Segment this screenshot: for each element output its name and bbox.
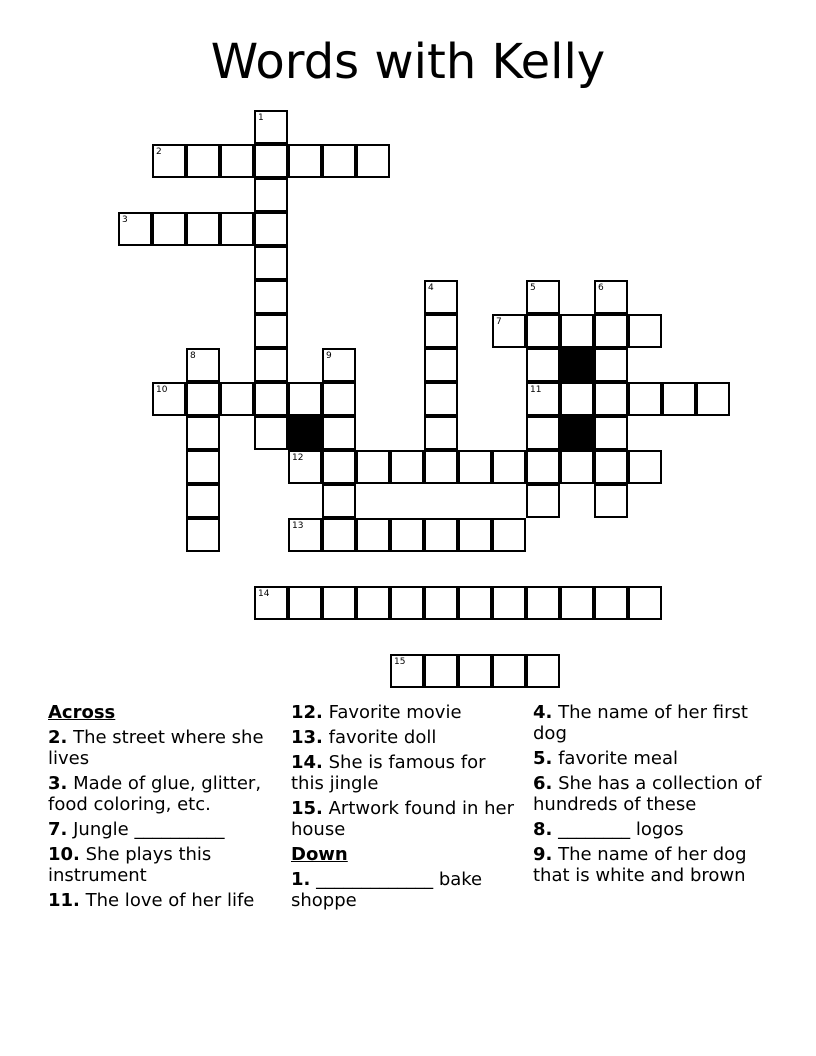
clue-down-1: [291, 869, 516, 911]
across-heading: Across: [48, 702, 116, 723]
grid-cell[interactable]: [526, 586, 560, 620]
grid-cell[interactable]: [288, 144, 322, 178]
clue-down-6: [533, 773, 773, 815]
grid-cell[interactable]: [220, 212, 254, 246]
grid-cell[interactable]: [186, 518, 220, 552]
clue-number: 14.: [291, 752, 323, 773]
page-title: Words with Kelly: [210, 34, 606, 90]
grid-cell[interactable]: [390, 450, 424, 484]
grid-cell[interactable]: [594, 280, 628, 314]
grid-cell[interactable]: [492, 314, 526, 348]
grid-cell[interactable]: [322, 416, 356, 450]
grid-cell[interactable]: [322, 348, 356, 382]
black-cell: [560, 416, 594, 450]
grid-cell[interactable]: [186, 416, 220, 450]
clue-number: 13.: [291, 727, 323, 748]
grid-cell[interactable]: [254, 280, 288, 314]
clue-number: 10.: [48, 844, 80, 865]
clue-text: Made of glue, glitter, food coloring, etc.: [48, 773, 262, 815]
grid-cell[interactable]: [424, 450, 458, 484]
clue-text: _____________ bake shoppe: [291, 869, 483, 911]
clue-number-label: 3: [122, 215, 128, 225]
grid-cell[interactable]: [322, 586, 356, 620]
grid-cell[interactable]: [526, 314, 560, 348]
black-cell: [288, 416, 322, 450]
clue-text: She plays this instrument: [48, 844, 212, 886]
grid-cell[interactable]: [424, 348, 458, 382]
clue-text: The love of her life: [79, 890, 255, 911]
clue-text: The street where she lives: [48, 727, 264, 769]
grid-cell[interactable]: [526, 382, 560, 416]
black-cell: [560, 348, 594, 382]
grid-cell[interactable]: [356, 450, 390, 484]
clue-across-10: [48, 844, 273, 886]
grid-cell[interactable]: [458, 518, 492, 552]
grid-cell[interactable]: [594, 416, 628, 450]
grid-cell[interactable]: [492, 450, 526, 484]
grid-cell[interactable]: [424, 518, 458, 552]
grid-cell[interactable]: [424, 382, 458, 416]
down-heading: Down: [291, 844, 348, 865]
grid-cell[interactable]: [288, 450, 322, 484]
clue-number: 8.: [533, 819, 553, 840]
grid-cell[interactable]: [560, 314, 594, 348]
clue-number: 15.: [291, 798, 323, 819]
grid-cell[interactable]: [390, 586, 424, 620]
grid-cell[interactable]: [254, 212, 288, 246]
clue-number-label: 15: [394, 657, 406, 667]
clue-number: 3.: [48, 773, 68, 794]
clue-number-label: 5: [530, 283, 536, 293]
clue-number-label: 10: [156, 385, 168, 395]
grid-cell[interactable]: [526, 416, 560, 450]
grid-cell[interactable]: [458, 586, 492, 620]
grid-cell[interactable]: [594, 450, 628, 484]
grid-cell[interactable]: [152, 212, 186, 246]
clue-number-label: 13: [292, 521, 304, 531]
clue-across-11: [48, 890, 273, 911]
clue-text: She has a collection of hundreds of these: [533, 773, 762, 815]
clue-text: Jungle __________: [67, 819, 225, 840]
grid-cell[interactable]: [254, 178, 288, 212]
grid-cell[interactable]: [424, 280, 458, 314]
clue-number: 11.: [48, 890, 80, 911]
clue-number-label: 12: [292, 453, 304, 463]
grid-cell[interactable]: [220, 144, 254, 178]
grid-cell[interactable]: [186, 382, 220, 416]
grid-cell[interactable]: [594, 314, 628, 348]
grid-cell[interactable]: [356, 518, 390, 552]
clue-number: 12.: [291, 702, 323, 723]
clue-number: 7.: [48, 819, 68, 840]
clue-number-label: 1: [258, 113, 264, 123]
clue-across-3: [48, 773, 273, 815]
grid-cell[interactable]: [254, 246, 288, 280]
grid-cell[interactable]: [322, 518, 356, 552]
grid-cell[interactable]: [390, 518, 424, 552]
clue-number-label: 9: [326, 351, 332, 361]
clue-across-15: [291, 798, 516, 840]
grid-cell[interactable]: [594, 484, 628, 518]
clue-across-13: [291, 727, 516, 748]
grid-cell[interactable]: [152, 382, 186, 416]
grid-cell[interactable]: [356, 144, 390, 178]
clue-down-4: [533, 702, 773, 744]
clue-number: 4.: [533, 702, 553, 723]
grid-cell[interactable]: [628, 450, 662, 484]
clue-text: She is famous for this jingle: [291, 752, 486, 794]
grid-cell[interactable]: [186, 212, 220, 246]
clue-across-12: [291, 702, 516, 723]
clues-column-1: [48, 702, 273, 915]
grid-cell[interactable]: [118, 212, 152, 246]
grid-cell[interactable]: [254, 110, 288, 144]
grid-cell[interactable]: [594, 348, 628, 382]
grid-cell[interactable]: [628, 314, 662, 348]
grid-cell[interactable]: [356, 586, 390, 620]
clue-number-label: 11: [530, 385, 542, 395]
grid-cell[interactable]: [492, 518, 526, 552]
grid-cell[interactable]: [254, 144, 288, 178]
grid-cell[interactable]: [560, 382, 594, 416]
clue-text: Favorite movie: [322, 702, 462, 723]
grid-cell[interactable]: [322, 382, 356, 416]
clues-column-3: [533, 702, 773, 890]
grid-cell[interactable]: [152, 144, 186, 178]
grid-cell[interactable]: [492, 654, 526, 688]
grid-cell[interactable]: [390, 654, 424, 688]
grid-cell[interactable]: [594, 586, 628, 620]
grid-cell[interactable]: [628, 382, 662, 416]
clue-across-7: [48, 819, 273, 840]
grid-cell[interactable]: [560, 586, 594, 620]
clue-text: favorite meal: [552, 748, 679, 769]
grid-cell[interactable]: [526, 450, 560, 484]
clue-number: 1.: [291, 869, 311, 890]
clue-text: The name of her first dog: [533, 702, 748, 744]
clue-number-label: 2: [156, 147, 162, 157]
grid-cell[interactable]: [526, 280, 560, 314]
grid-cell[interactable]: [254, 586, 288, 620]
clue-number-label: 8: [190, 351, 196, 361]
clue-number: 2.: [48, 727, 68, 748]
clue-text: favorite doll: [322, 727, 437, 748]
clue-text: Artwork found in her house: [291, 798, 514, 840]
grid-cell[interactable]: [424, 586, 458, 620]
grid-cell[interactable]: [526, 348, 560, 382]
grid-cell[interactable]: [628, 586, 662, 620]
clue-across-14: [291, 752, 516, 794]
clue-number: 9.: [533, 844, 553, 865]
clues-column-2: [291, 702, 516, 915]
grid-cell[interactable]: [458, 654, 492, 688]
grid-cell[interactable]: [526, 654, 560, 688]
grid-cell[interactable]: [288, 518, 322, 552]
clue-text: ________ logos: [552, 819, 684, 840]
clue-number-label: 14: [258, 589, 270, 599]
clue-text: The name of her dog that is white and brown: [533, 844, 747, 886]
grid-cell[interactable]: [288, 382, 322, 416]
grid-cell[interactable]: [186, 348, 220, 382]
clue-number-label: 4: [428, 283, 434, 293]
grid-cell[interactable]: [458, 450, 492, 484]
grid-cell[interactable]: [254, 314, 288, 348]
clue-down-5: [533, 748, 773, 769]
grid-cell[interactable]: [424, 314, 458, 348]
grid-cell[interactable]: [322, 144, 356, 178]
grid-cell[interactable]: [322, 484, 356, 518]
grid-cell[interactable]: [186, 484, 220, 518]
clue-number: 5.: [533, 748, 553, 769]
grid-cell[interactable]: [594, 382, 628, 416]
clue-number-label: 6: [598, 283, 604, 293]
grid-cell[interactable]: [322, 450, 356, 484]
grid-cell[interactable]: [526, 484, 560, 518]
grid-cell[interactable]: [492, 586, 526, 620]
clue-number-label: 7: [496, 317, 502, 327]
grid-cell[interactable]: [254, 416, 288, 450]
clue-across-2: [48, 727, 273, 769]
grid-cell[interactable]: [186, 450, 220, 484]
grid-cell[interactable]: [662, 382, 696, 416]
grid-cell[interactable]: [220, 382, 254, 416]
grid-cell[interactable]: [424, 416, 458, 450]
grid-cell[interactable]: [254, 382, 288, 416]
grid-cell[interactable]: [254, 348, 288, 382]
clue-down-8: [533, 819, 773, 840]
clue-down-9: [533, 844, 773, 886]
clue-number: 6.: [533, 773, 553, 794]
grid-cell[interactable]: [560, 450, 594, 484]
grid-cell[interactable]: [288, 586, 322, 620]
grid-cell[interactable]: [186, 144, 220, 178]
grid-cell[interactable]: [696, 382, 730, 416]
grid-cell[interactable]: [424, 654, 458, 688]
